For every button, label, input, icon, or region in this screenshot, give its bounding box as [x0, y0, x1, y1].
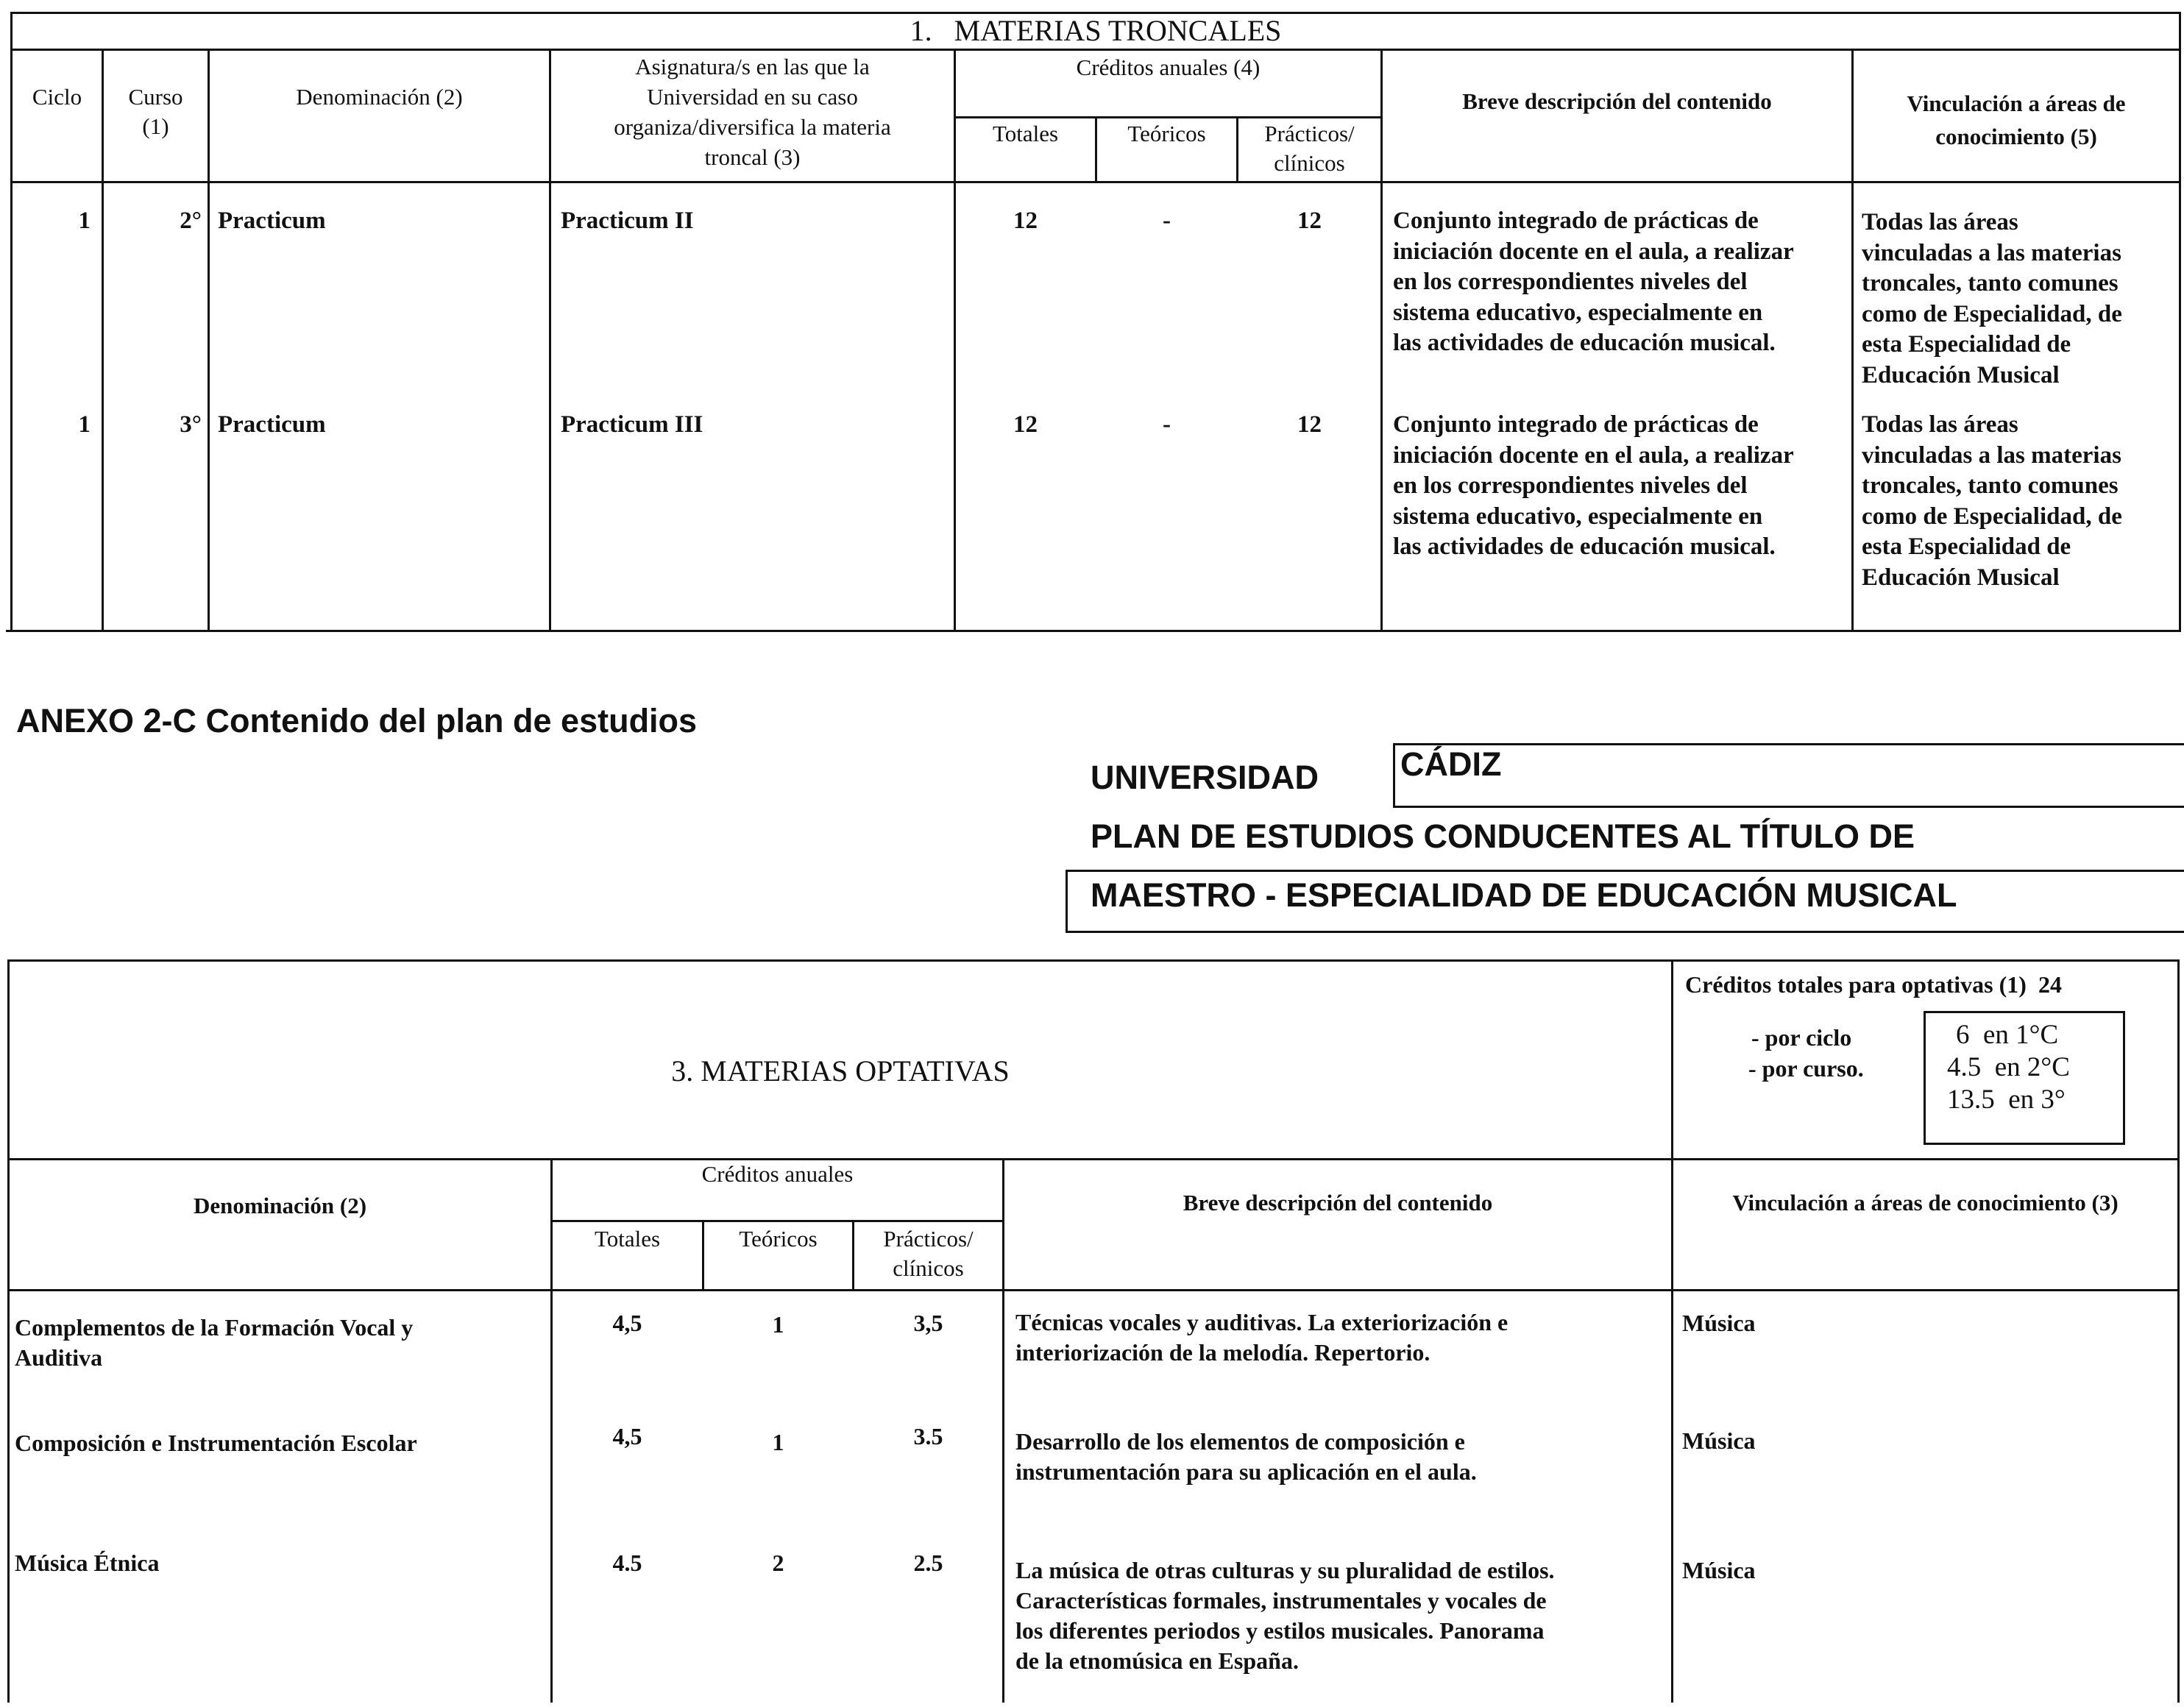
cell-vinculacion: Todas las áreas vinculadas a las materias troncales, tanto comunes como de Especialidad, de esta Especialidad de Educación Musical [1862, 209, 2122, 388]
header-curso: Curso (1) [128, 84, 183, 139]
header-vinculacion: Vinculación a áreas de conocimiento (5) [1907, 91, 2126, 149]
cell-vinculacion: Música [1682, 1427, 1756, 1454]
header-descripcion: Breve descripción del contenido [1462, 88, 1772, 114]
cell-asignatura: Practicum III [561, 411, 703, 438]
cell-denominacion: Practicum [218, 411, 326, 438]
cell-curso: 3° [180, 411, 202, 438]
cell-practicos: 3,5 [913, 1310, 943, 1336]
header-denominacion: Denominación (2) [193, 1193, 367, 1218]
distribucion-3: 13.5 en 3° [1947, 1085, 2066, 1115]
cell-asignatura: Practicum II [561, 207, 694, 234]
cell-descripcion: Conjunto integrado de prácticas de iniciación docente en el aula, a realizar en los correspondientes niveles del sistema educativo, especialmente en las actividades de educación musical. [1393, 411, 1794, 560]
header-vinculacion: Vinculación a áreas de conocimiento (3) [1732, 1190, 2119, 1216]
troncales-title: 1. MATERIAS TRONCALES [910, 14, 1282, 47]
por-curso-label: - por curso. [1748, 1055, 1864, 1082]
header-descripcion: Breve descripción del contenido [1183, 1190, 1493, 1216]
cell-vinculacion: Música [1682, 1310, 1756, 1336]
cell-teoricos: - [1163, 411, 1171, 438]
por-ciclo-label: - por ciclo [1751, 1024, 1852, 1051]
header-practicos: Prácticos/ clínicos [883, 1226, 974, 1281]
cell-vinculacion: Música [1682, 1557, 1756, 1583]
universidad-box [1393, 743, 2184, 808]
cell-denominacion: Complementos de la Formación Vocal y Auditiva [15, 1314, 414, 1371]
cell-denominacion: Practicum [218, 207, 326, 234]
cell-teoricos: - [1163, 207, 1171, 234]
universidad-value: CÁDIZ [1400, 745, 1502, 783]
header-teoricos: Teóricos [739, 1226, 818, 1252]
cell-ciclo: 1 [78, 411, 91, 438]
header-denominacion: Denominación (2) [296, 84, 463, 110]
cell-descripcion: La música de otras culturas y su pluralidad de estilos. Características formales, instrumentales y vocales de los diferentes periodos y estilos musicales. Panorama de la etnomúsica en España. [1015, 1557, 1555, 1674]
cell-teoricos: 1 [772, 1311, 784, 1338]
cell-practicos: 12 [1297, 207, 1322, 234]
cell-descripcion: Desarrollo de los elementos de composición e instrumentación para su aplicación en el aula. [1015, 1428, 1477, 1485]
header-teoricos: Teóricos [1127, 121, 1206, 146]
distribucion-2: 4.5 en 2°C [1947, 1052, 2070, 1082]
anexo-title: ANEXO 2-C Contenido del plan de estudios [16, 702, 698, 739]
cell-teoricos: 2 [772, 1550, 784, 1576]
cell-totales: 12 [1013, 411, 1038, 438]
titulo-value: MAESTRO - ESPECIALIDAD DE EDUCACIÓN MUSICAL [1091, 876, 1957, 914]
cell-totales: 12 [1013, 207, 1038, 234]
cell-curso: 2° [180, 207, 202, 234]
header-practicos: Prácticos/ clínicos [1264, 121, 1355, 176]
universidad-label: UNIVERSIDAD [1091, 759, 1319, 796]
cell-teoricos: 1 [772, 1429, 784, 1455]
cell-totales: 4.5 [612, 1550, 642, 1576]
header-totales: Totales [594, 1226, 661, 1252]
cell-practicos: 12 [1297, 411, 1322, 438]
cell-vinculacion: Todas las áreas vinculadas a las materias troncales, tanto comunes como de Especialidad, de esta Especialidad de Educación Musical [1862, 411, 2122, 591]
optativas-title: 3. MATERIAS OPTATIVAS [671, 1054, 1010, 1087]
cell-practicos: 2.5 [913, 1550, 943, 1576]
cell-ciclo: 1 [78, 207, 91, 234]
cell-practicos: 3.5 [913, 1423, 943, 1449]
header-totales: Totales [992, 121, 1059, 146]
cell-totales: 4,5 [612, 1310, 642, 1336]
cell-totales: 4,5 [612, 1423, 642, 1449]
header-creditos-anuales: Créditos anuales (4) [1076, 54, 1261, 80]
cell-descripcion: Técnicas vocales y auditivas. La exteriorización e interiorización de la melodía. Repertorio. [1015, 1309, 1508, 1366]
header-creditos-anuales: Créditos anuales [701, 1161, 854, 1187]
header-asignatura: Asignatura/s en las que la Universidad en su caso organiza/diversifica la materia troncal (3) [614, 54, 891, 170]
cell-denominacion: Música Étnica [15, 1550, 160, 1576]
cell-descripcion: Conjunto integrado de prácticas de iniciación docente en el aula, a realizar en los correspondientes niveles del sistema educativo, especialmente en las actividades de educación musical. [1393, 207, 1794, 356]
header-ciclo: Ciclo [32, 84, 82, 110]
plan-label: PLAN DE ESTUDIOS CONDUCENTES AL TÍTULO DE [1091, 817, 1915, 855]
cell-denominacion: Composición e Instrumentación Escolar [15, 1430, 417, 1456]
creditos-totales-label: Créditos totales para optativas (1) 24 [1685, 971, 2062, 998]
distribucion-1: 6 en 1°C [1956, 1020, 2059, 1050]
